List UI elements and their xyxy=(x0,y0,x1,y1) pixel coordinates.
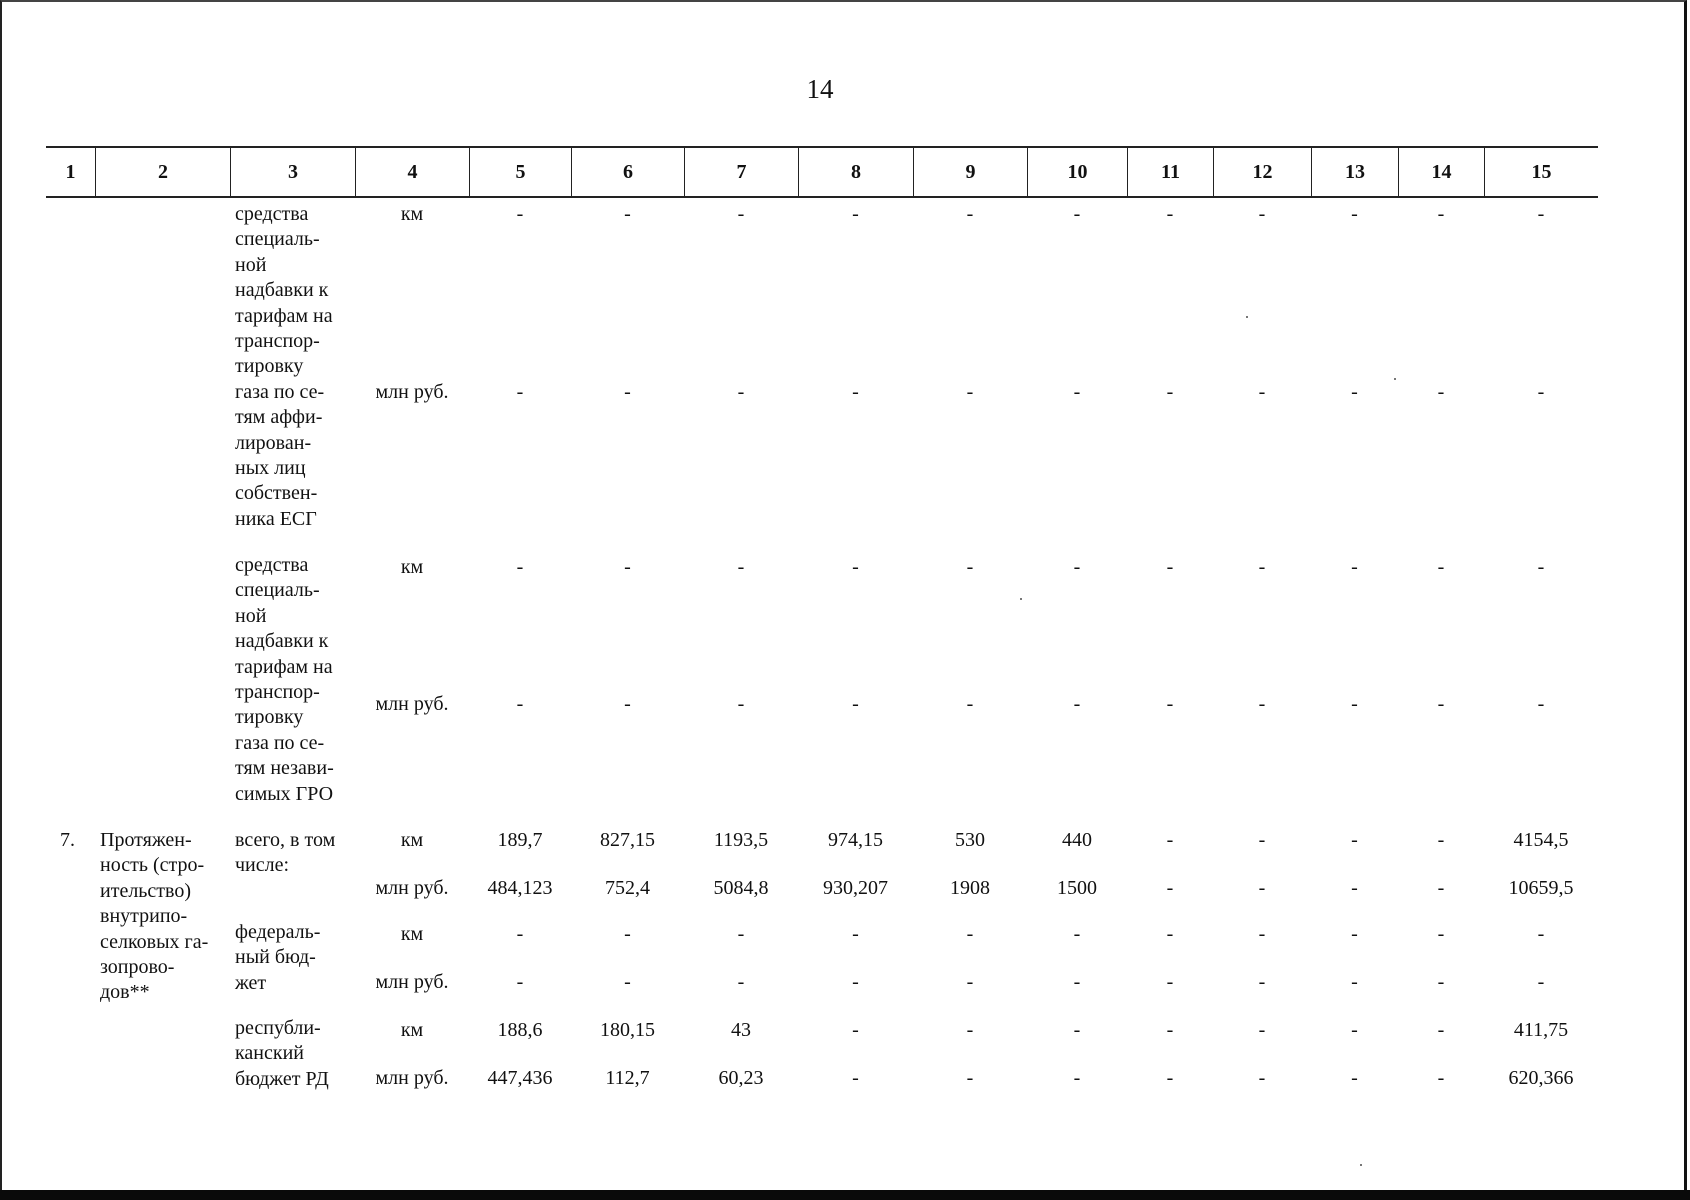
federal-rub-col-12: - xyxy=(1258,971,1266,993)
header-col-8: 8 xyxy=(798,148,913,196)
independent-km-col-9: - xyxy=(966,556,974,578)
independent-rub-col-10: - xyxy=(1073,693,1081,715)
independent-rub-col-6: - xyxy=(624,693,631,715)
row-label-independent: тировку xyxy=(235,706,304,729)
federal-km-col-13: - xyxy=(1351,923,1358,945)
unit-km: км xyxy=(400,203,424,225)
item-name: дов** xyxy=(100,981,150,1004)
header-col-7: 7 xyxy=(684,148,798,196)
federal-km-col-14: - xyxy=(1437,923,1445,945)
federal-km-col-6: - xyxy=(624,923,631,945)
federal-km-col-8: - xyxy=(852,923,859,945)
row-label-independent: газа по се- xyxy=(235,731,325,754)
independent-km-col-15: - xyxy=(1537,556,1545,578)
federal-rub-col-9: - xyxy=(966,971,974,993)
header-col-10: 10 xyxy=(1027,148,1127,196)
affiliated-rub-col-14: - xyxy=(1437,381,1445,403)
federal-rub-col-6: - xyxy=(624,971,631,993)
total-km-col-14: - xyxy=(1437,829,1445,851)
item-name: ительство) xyxy=(100,879,192,902)
total-rub-col-12: - xyxy=(1258,877,1266,899)
total-rub-col-11: - xyxy=(1166,877,1174,899)
affiliated-km-col-6: - xyxy=(624,203,631,225)
independent-km-col-8: - xyxy=(852,556,859,578)
independent-rub-col-14: - xyxy=(1437,693,1445,715)
total-rub-col-10: 1500 xyxy=(1057,877,1097,899)
affiliated-km-col-15: - xyxy=(1537,203,1545,225)
republic-rub-col-14: - xyxy=(1437,1067,1445,1089)
total-rub-col-13: - xyxy=(1351,877,1358,899)
row-label-independent: симых ГРО xyxy=(235,782,334,805)
header-col-11: 11 xyxy=(1127,148,1213,196)
header-col-12: 12 xyxy=(1213,148,1311,196)
republic-km-col-12: - xyxy=(1258,1019,1266,1041)
total-rub-col-7: 5084,8 xyxy=(713,877,769,899)
row-label-independent: тям незави- xyxy=(235,757,334,780)
table-header-row xyxy=(46,146,1598,198)
total-km-col-15: 4154,5 xyxy=(1513,829,1569,851)
federal-km-col-11: - xyxy=(1166,923,1174,945)
affiliated-rub-col-8: - xyxy=(852,381,859,403)
row-label-affiliated: газа по се- xyxy=(235,380,325,403)
independent-km-col-13: - xyxy=(1351,556,1358,578)
row-label-affiliated: специаль- xyxy=(235,228,320,251)
row-label-total: числе: xyxy=(235,854,290,877)
republic-km-col-10: - xyxy=(1073,1019,1081,1041)
item-name: ность (стро- xyxy=(100,854,205,877)
row-label-independent: тарифам на xyxy=(235,655,333,678)
affiliated-rub-col-13: - xyxy=(1351,381,1358,403)
republic-km-col-5: 188,6 xyxy=(497,1019,543,1041)
unit-mln-rub: млн руб. xyxy=(375,1067,449,1089)
independent-rub-col-5: - xyxy=(516,693,524,715)
republic-km-col-6: 180,15 xyxy=(600,1019,655,1041)
row-label-republic: канский xyxy=(235,1042,304,1065)
federal-rub-col-7: - xyxy=(737,971,745,993)
republic-rub-col-8: - xyxy=(852,1067,859,1089)
affiliated-rub-col-10: - xyxy=(1073,381,1081,403)
federal-km-col-7: - xyxy=(737,923,745,945)
unit-km: км xyxy=(400,1019,424,1041)
unit-km: км xyxy=(400,923,424,945)
republic-km-col-8: - xyxy=(852,1019,859,1041)
federal-rub-col-11: - xyxy=(1166,971,1174,993)
row-label-independent: надбавки к xyxy=(235,630,329,653)
federal-km-col-15: - xyxy=(1537,923,1545,945)
row-label-affiliated: тям аффи- xyxy=(235,406,323,429)
affiliated-km-col-7: - xyxy=(737,203,745,225)
affiliated-km-col-13: - xyxy=(1351,203,1358,225)
federal-rub-col-5: - xyxy=(516,971,524,993)
row-label-independent: средства xyxy=(235,554,309,576)
republic-km-col-7: 43 xyxy=(731,1019,751,1041)
republic-km-col-13: - xyxy=(1351,1019,1358,1041)
header-col-15: 15 xyxy=(1484,148,1598,196)
federal-km-col-9: - xyxy=(966,923,974,945)
affiliated-rub-col-7: - xyxy=(737,381,745,403)
header-col-1: 1 xyxy=(65,161,76,183)
row-label-total: всего, в том xyxy=(235,829,336,851)
republic-rub-col-9: - xyxy=(966,1067,974,1089)
independent-km-col-12: - xyxy=(1258,556,1266,578)
total-km-col-11: - xyxy=(1166,829,1174,851)
item-name: внутрипо- xyxy=(100,905,188,928)
row-label-affiliated: ных лиц xyxy=(235,457,306,479)
independent-rub-col-7: - xyxy=(737,693,745,715)
row-label-affiliated: надбавки к xyxy=(235,279,329,302)
affiliated-rub-col-5: - xyxy=(516,381,524,403)
unit-mln-rub: млн руб. xyxy=(375,381,449,403)
scan-speck xyxy=(1394,378,1396,380)
total-km-col-7: 1193,5 xyxy=(713,829,769,851)
republic-km-col-11: - xyxy=(1166,1019,1174,1041)
unit-km: км xyxy=(400,556,424,578)
header-col-4: 4 xyxy=(355,148,469,196)
row-label-independent: транспор- xyxy=(235,681,320,703)
row-label-federal: федераль- xyxy=(235,921,321,943)
independent-rub-col-11: - xyxy=(1166,693,1174,715)
header-col-2: 2 xyxy=(95,148,230,196)
affiliated-km-col-8: - xyxy=(852,203,859,225)
total-km-col-6: 827,15 xyxy=(600,829,655,851)
unit-mln-rub: млн руб. xyxy=(375,971,449,993)
unit-mln-rub: млн руб. xyxy=(375,693,449,715)
independent-rub-col-8: - xyxy=(852,693,859,715)
unit-km: км xyxy=(400,829,424,851)
federal-rub-col-14: - xyxy=(1437,971,1445,993)
total-km-col-13: - xyxy=(1351,829,1358,851)
federal-rub-col-10: - xyxy=(1073,971,1081,993)
row-label-republic: республи- xyxy=(235,1017,321,1039)
row-label-affiliated: ника ЕСГ xyxy=(235,507,317,530)
affiliated-km-col-9: - xyxy=(966,203,974,225)
total-rub-col-14: - xyxy=(1437,877,1445,899)
affiliated-rub-col-9: - xyxy=(966,381,974,403)
republic-rub-col-10: - xyxy=(1073,1067,1081,1089)
federal-km-col-12: - xyxy=(1258,923,1266,945)
header-col-13: 13 xyxy=(1311,148,1398,196)
independent-km-col-6: - xyxy=(624,556,631,578)
row-label-affiliated: тарифам на xyxy=(235,304,333,327)
total-rub-col-15: 10659,5 xyxy=(1508,877,1574,899)
scan-speck xyxy=(1246,316,1248,318)
republic-rub-col-6: 112,7 xyxy=(605,1067,650,1089)
affiliated-rub-col-11: - xyxy=(1166,381,1174,403)
affiliated-rub-col-12: - xyxy=(1258,381,1266,403)
unit-mln-rub: млн руб. xyxy=(375,877,449,899)
row-label-affiliated: средства xyxy=(235,203,309,225)
item-name: зопрово- xyxy=(100,956,175,978)
republic-km-col-9: - xyxy=(966,1019,974,1041)
affiliated-rub-col-15: - xyxy=(1537,381,1545,403)
total-km-col-10: 440 xyxy=(1062,829,1092,851)
independent-km-col-10: - xyxy=(1073,556,1081,578)
independent-km-col-14: - xyxy=(1437,556,1445,578)
header-col-9: 9 xyxy=(913,148,1027,196)
row-label-affiliated: транспор- xyxy=(235,330,320,352)
row-label-independent: ной xyxy=(235,604,267,627)
affiliated-km-col-14: - xyxy=(1437,203,1445,225)
affiliated-km-col-12: - xyxy=(1258,203,1266,225)
total-rub-col-8: 930,207 xyxy=(823,877,888,899)
republic-rub-col-11: - xyxy=(1166,1067,1174,1089)
independent-rub-col-15: - xyxy=(1537,693,1545,715)
total-rub-col-6: 752,4 xyxy=(605,877,650,899)
republic-rub-col-13: - xyxy=(1351,1067,1358,1089)
total-km-col-8: 974,15 xyxy=(828,829,883,851)
row-label-affiliated: тировку xyxy=(235,355,304,378)
total-km-col-5: 189,7 xyxy=(497,829,543,851)
header-col-14: 14 xyxy=(1398,148,1484,196)
scan-speck xyxy=(1360,1164,1362,1166)
row-label-affiliated: лирован- xyxy=(235,431,312,454)
affiliated-km-col-10: - xyxy=(1073,203,1081,225)
republic-km-col-15: 411,75 xyxy=(1513,1019,1569,1041)
independent-rub-col-13: - xyxy=(1351,693,1358,715)
federal-rub-col-15: - xyxy=(1537,971,1545,993)
federal-rub-col-13: - xyxy=(1351,971,1358,993)
federal-rub-col-8: - xyxy=(852,971,859,993)
page-number: 14 xyxy=(806,74,834,104)
total-km-col-12: - xyxy=(1258,829,1266,851)
affiliated-km-col-5: - xyxy=(516,203,524,225)
independent-km-col-11: - xyxy=(1166,556,1174,578)
row-label-affiliated: ной xyxy=(235,253,267,276)
total-km-col-9: 530 xyxy=(955,829,985,851)
total-rub-col-5: 484,123 xyxy=(487,877,553,899)
scan-bottom-edge xyxy=(0,1190,1690,1200)
row-label-affiliated: собствен- xyxy=(235,482,318,505)
scan-speck xyxy=(1020,598,1022,600)
republic-rub-col-5: 447,436 xyxy=(487,1067,553,1089)
independent-rub-col-12: - xyxy=(1258,693,1266,715)
federal-km-col-5: - xyxy=(516,923,524,945)
independent-km-col-7: - xyxy=(737,556,745,578)
row-label-federal: жет xyxy=(235,971,267,994)
header-col-5: 5 xyxy=(469,148,571,196)
republic-rub-col-12: - xyxy=(1258,1067,1266,1089)
total-rub-col-9: 1908 xyxy=(950,877,990,899)
republic-rub-col-15: 620,366 xyxy=(1508,1067,1574,1089)
federal-km-col-10: - xyxy=(1073,923,1081,945)
item-name: Протяжен- xyxy=(100,829,192,851)
republic-rub-col-7: 60,23 xyxy=(718,1067,764,1089)
affiliated-km-col-11: - xyxy=(1166,203,1174,225)
row-label-federal: ный бюд- xyxy=(235,946,316,969)
header-col-6: 6 xyxy=(571,148,684,196)
affiliated-rub-col-6: - xyxy=(624,381,631,403)
header-col-3: 3 xyxy=(230,148,355,196)
item-name: селковых га- xyxy=(100,930,209,953)
row-label-republic: бюджет РД xyxy=(235,1067,329,1090)
independent-rub-col-9: - xyxy=(966,693,974,715)
republic-km-col-14: - xyxy=(1437,1019,1445,1041)
row-label-independent: специаль- xyxy=(235,579,320,602)
independent-km-col-5: - xyxy=(516,556,524,578)
item-number: 7. xyxy=(60,829,75,851)
